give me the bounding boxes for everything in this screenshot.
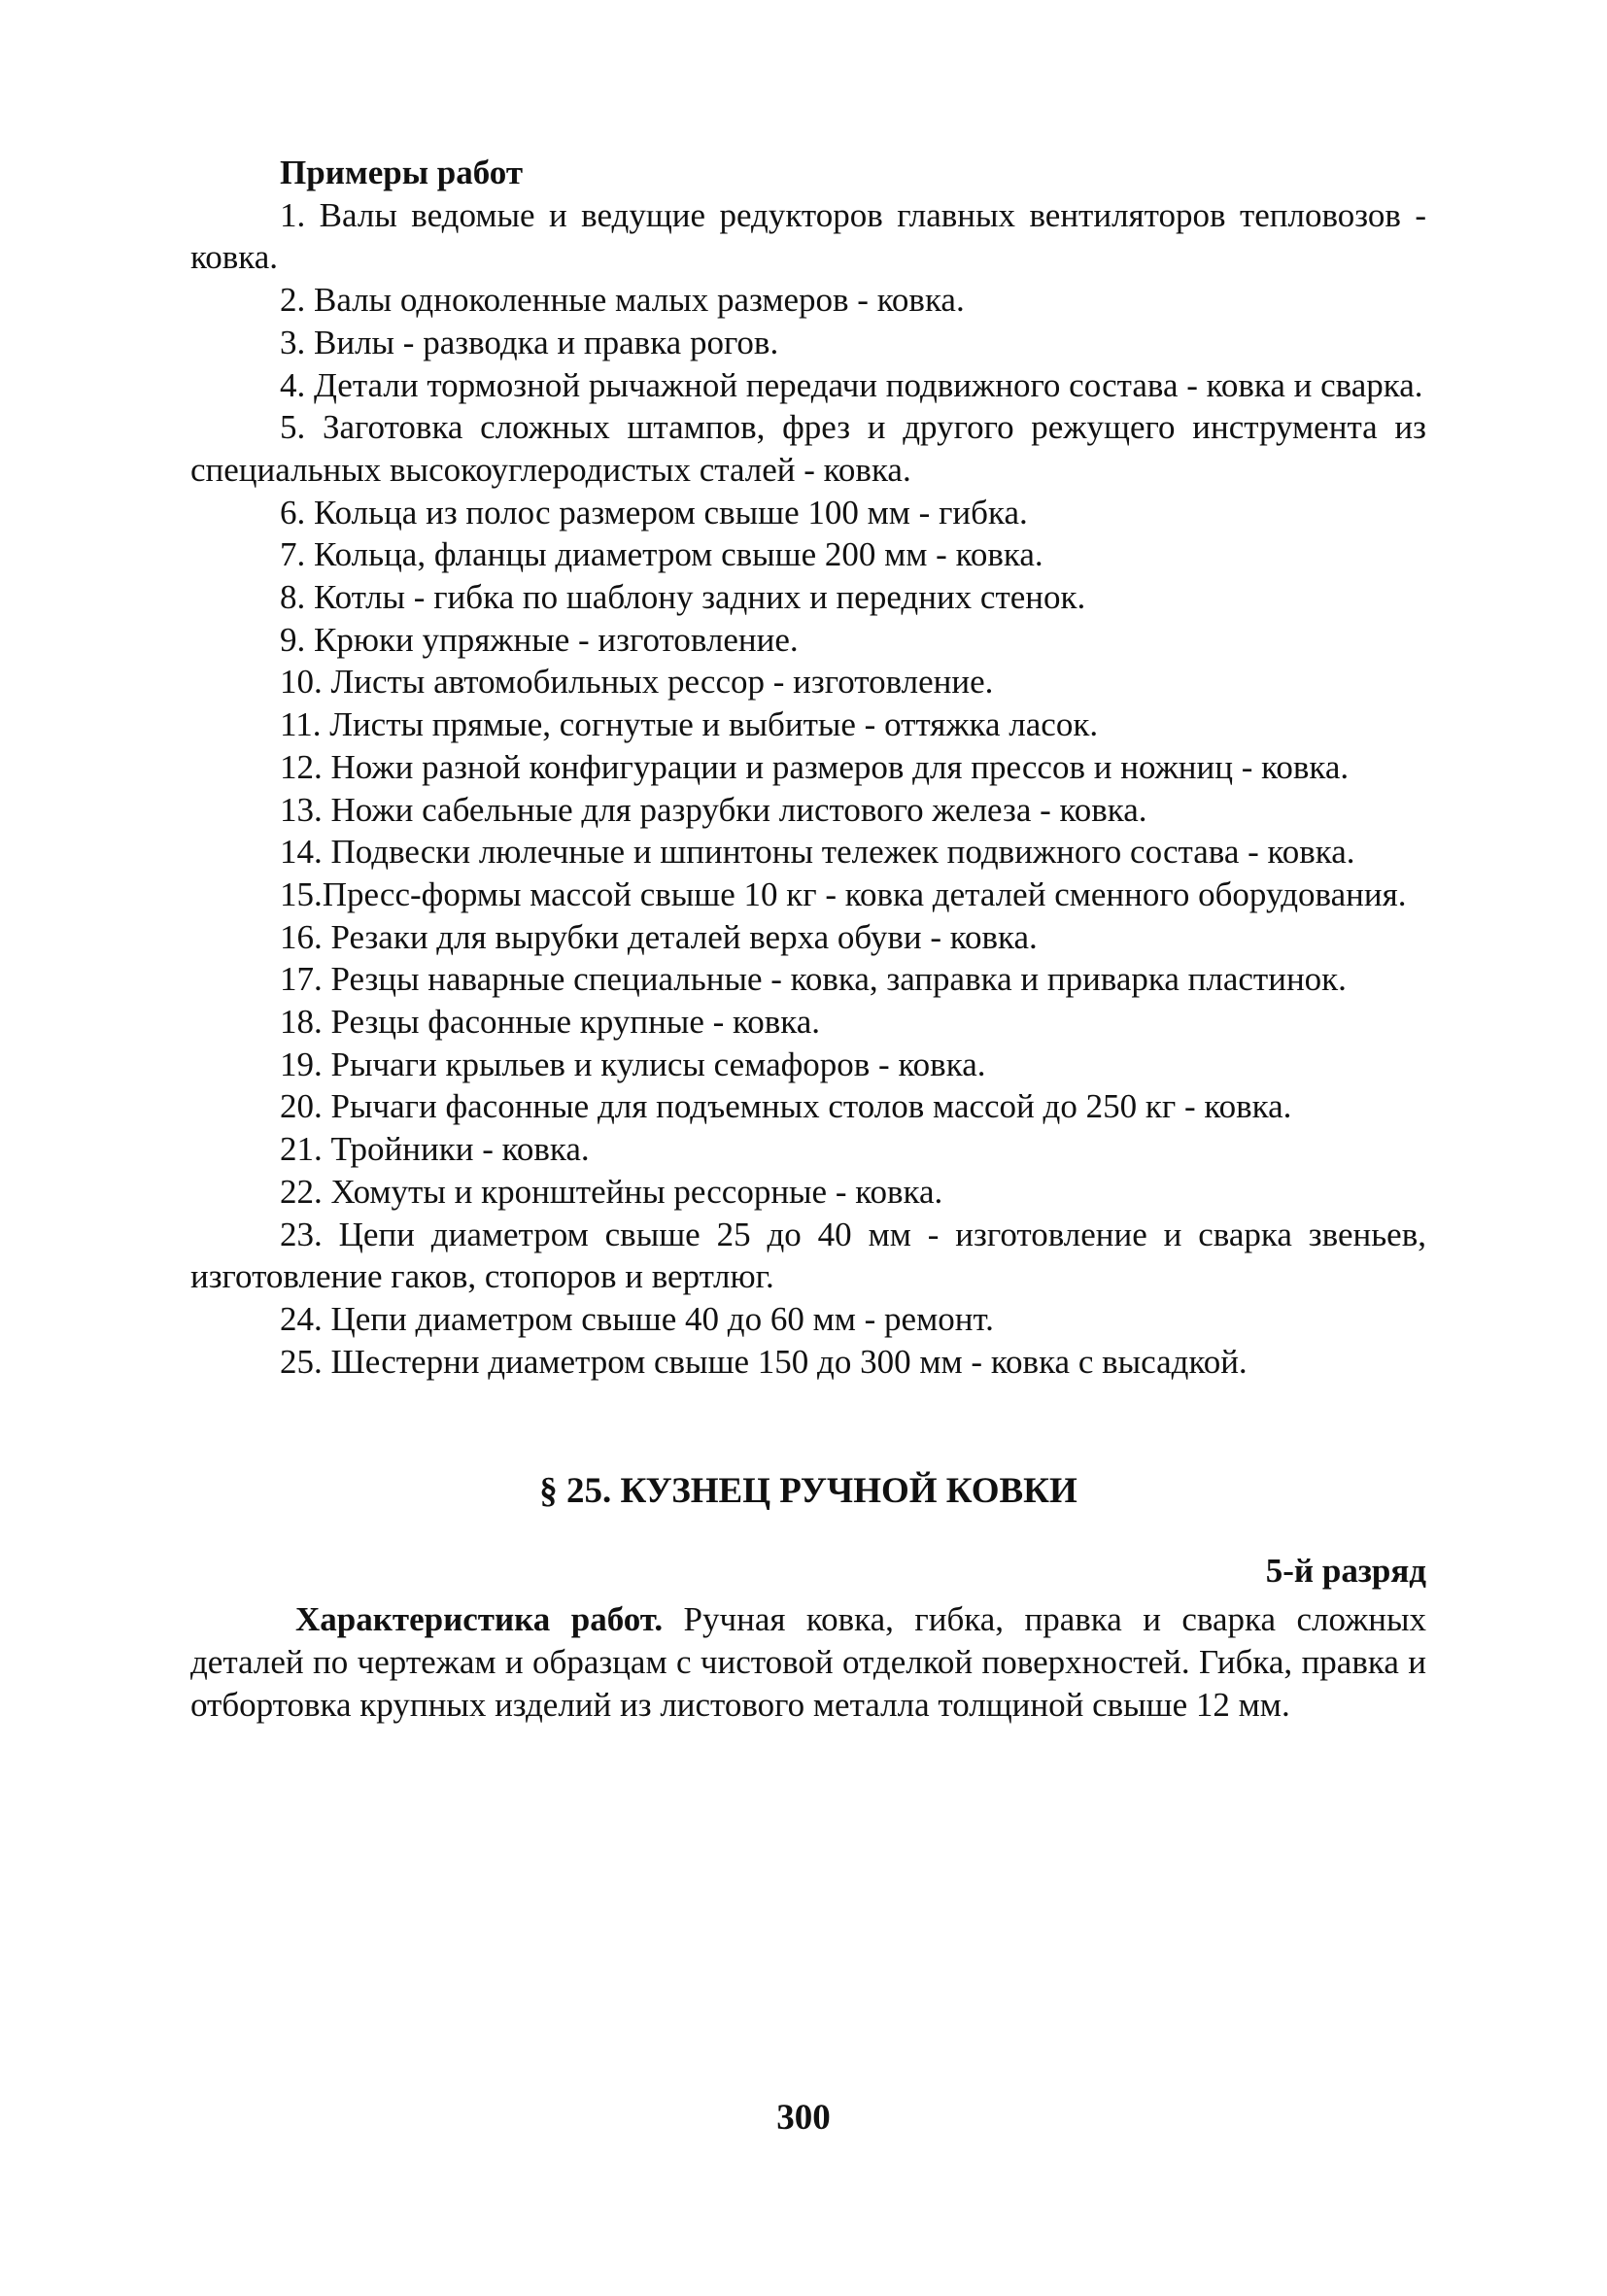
example-item-11: 11. Листы прямые, согнутые и выбитые - оттяжка ласок. (280, 705, 1099, 744)
examples-heading: Примеры работ (280, 154, 524, 191)
example-item-8: 8. Котлы - гибка по шаблону задних и передних стенок. (280, 578, 1086, 617)
example-item-12: 12. Ножи разной конфигурации и размеров для прессов и ножниц - ковка. (280, 747, 1350, 786)
example-item-25: 25. Шестерни диаметром свыше 150 до 300 мм - ковка с высадкой. (280, 1342, 1248, 1381)
examples-list (190, 194, 1426, 1384)
example-item-6: 6. Кольца из полос размером свыше 100 мм - гибка. (280, 493, 1028, 531)
grade-label: 5-й разряд (1265, 1552, 1426, 1591)
example-item-17: 17. Резцы наварные специальные - ковка, заправка и приварка пластинок. (280, 960, 1347, 999)
example-item-21: 21. Тройники - ковка. (280, 1130, 590, 1169)
example-item-14: 14. Подвески люлечные и шпинтоны тележек подвижного состава - ковка. (280, 833, 1355, 872)
example-item-2: 2. Валы одноколенные малых размеров - ковка. (280, 281, 965, 320)
example-item-7: 7. Кольца, фланцы диаметром свыше 200 мм - ковка. (280, 535, 1043, 574)
example-item-18: 18. Резцы фасонные крупные - ковка. (280, 1003, 821, 1042)
example-item-15: 15.Пресс-формы массой свыше 10 кг - ковка деталей сменного оборудования. (280, 874, 1407, 913)
example-item-22: 22. Хомуты и кронштейны рессорные - ковка. (280, 1172, 943, 1211)
characteristic-text: Ручная ковка, гибка, правка и сварка сложных деталей по чертежам и образцам с чистовой отделкой поверхностей. Гибка, правка и отбортовка крупных изделий из листового металла толщиной свыше 12 мм. (190, 1600, 1427, 1724)
example-item-3: 3. Вилы - разводка и правка рогов. (280, 323, 779, 361)
characteristic-label: Характеристика работ. (295, 1600, 664, 1639)
characteristic-paragraph (190, 1598, 1426, 1726)
example-item-4: 4. Детали тормозной рычажной передачи подвижного состава - ковка и сварка. (280, 365, 1423, 404)
example-item-19: 19. Рычаги крыльев и кулисы семафоров - ковка. (280, 1045, 986, 1083)
example-item-5: 5. Заготовка сложных штампов, фрез и другого режущего инструмента из специальных высокоуглеродистых сталей - ковка. (190, 408, 1426, 489)
example-item-23: 23. Цепи диаметром свыше 25 до 40 мм - изготовление и сварка звеньев, изготовление гаков, стопоров и вертлюг. (190, 1215, 1426, 1296)
example-item-1: 1. Валы ведомые и ведущие редукторов главных вентиляторов тепловозов - ковка. (190, 195, 1426, 277)
page-content (190, 152, 1426, 1726)
example-item-10: 10. Листы автомобильных рессор - изготовление. (280, 663, 994, 702)
example-item-20: 20. Рычаги фасонные для подъемных столов массой до 250 кг - ковка. (280, 1087, 1292, 1126)
example-item-16: 16. Резаки для вырубки деталей верха обуви - ковка. (280, 917, 1038, 956)
section-title: § 25. КУЗНЕЦ РУЧНОЙ КОВКИ (539, 1471, 1077, 1512)
example-item-24: 24. Цепи диаметром свыше 40 до 60 мм - ремонт. (280, 1299, 994, 1338)
example-item-9: 9. Крюки упряжные - изготовление. (280, 620, 799, 659)
page-number: 300 (776, 2098, 831, 2138)
example-item-13: 13. Ножи сабельные для разрубки листового железа - ковка. (280, 790, 1147, 829)
